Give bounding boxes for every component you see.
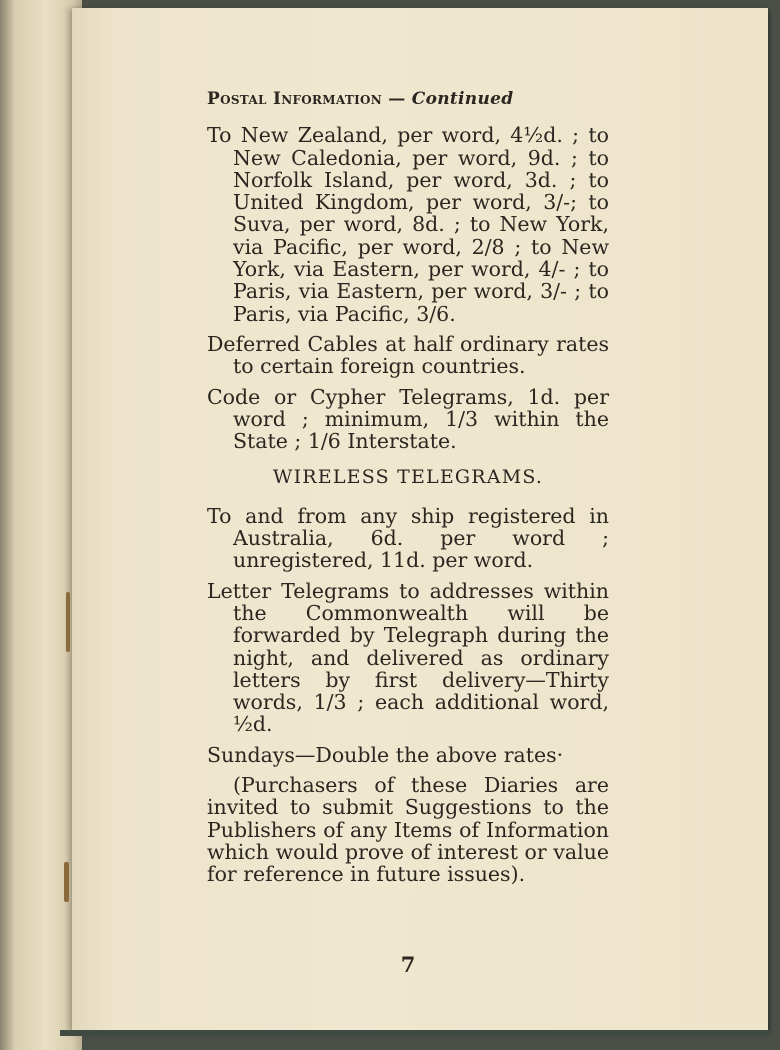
purchasers-note: (Purchasers of these Diaries are invited to submit Suggestions to the Publishers of any Items of Information which would prove of interest or value for reference in future issues). (207, 773, 609, 887)
cover-edge (60, 1030, 770, 1036)
paragraph-deferred-cables: Deferred Cables at half ordinary rates to certain foreign countries. (207, 331, 609, 379)
binding-mark (66, 592, 70, 652)
page-content (207, 88, 609, 886)
page-header (207, 88, 609, 110)
paragraph-code-telegrams: Code or Cypher Telegrams, 1d. per word ; minimum, 1/3 within the State ; 1/6 Interstate. (207, 384, 609, 454)
paragraph-letter-telegrams: Letter Telegrams to addresses within the Commonwealth will be forwarded by Telegraph during the night, and delivered as ordinary letters by first delivery—Thirty words, 1/3 ; each additional word, ½d. (207, 578, 609, 737)
paragraph-ship-telegrams: To and from any ship registered in Australia, 6d. per word ; unregistered, 11d. per word. (207, 503, 609, 573)
page-number: 7 (400, 952, 416, 977)
header-title: Postal Information (207, 89, 383, 109)
paragraph-cable-rates: To New Zealand, per word, 4½d. ; to New Caledonia, per word, 9d. ; to Norfolk Island, per word, 3d. ; to United Kingdom, per word, 3/-; to Suva, per word, 8d. ; to New York, via Pacific, per word, 2/8 ; to New York, via Eastern, per word, 4/- ; to Paris, via Eastern, per word, 3/- ; to Paris, via Pacific, 3/6. (207, 123, 609, 326)
header-continued: Continued (411, 89, 514, 109)
book-spine (0, 0, 82, 1050)
paragraph-sundays: Sundays—Double the above rates· (207, 742, 564, 767)
header-dash: — (382, 89, 412, 109)
section-heading-wireless: WIRELESS TELEGRAMS. (272, 466, 544, 489)
binding-mark (64, 862, 69, 902)
